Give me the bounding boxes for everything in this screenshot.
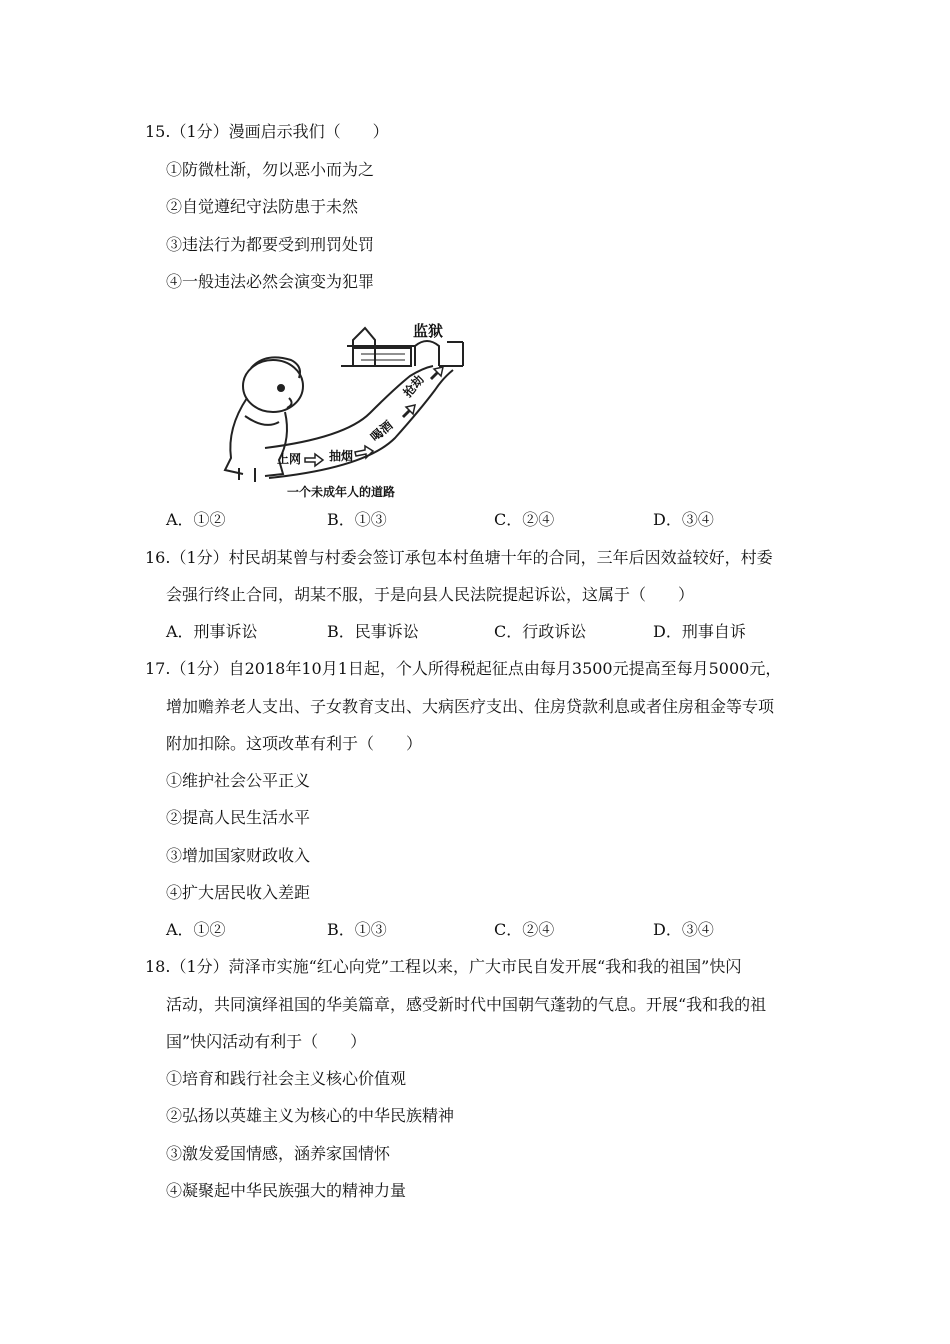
arrow-up-right-icon — [431, 367, 443, 379]
q18-item-2: ②弘扬以英雄主义为核心的中华民族精神 — [166, 1106, 455, 1125]
prison-label: 监狱 — [413, 322, 444, 340]
step-label-1: 上网 — [277, 452, 302, 466]
q18-stem-line-1: 18.（1分）菏泽市实施“红心向党”工程以来，广大市民自发开展“我和我的祖国”快闪 — [145, 957, 742, 976]
q17-item-3: ③增加国家财政收入 — [166, 846, 311, 865]
q17-stem-line-3: 附加扣除。这项改革有利于（ ） — [166, 734, 423, 753]
arrow-right-icon — [305, 454, 323, 466]
q18-stem-line-3: 国”快闪活动有利于（ ） — [166, 1032, 367, 1051]
q16-option-b[interactable]: B．民事诉讼 — [327, 622, 419, 641]
q17-stem-line-1: 17.（1分）自2018年10月1日起，个人所得税起征点由每月3500元提高至每月5000元， — [145, 659, 782, 678]
q15-item-2: ②自觉遵纪守法防患于未然 — [166, 197, 359, 216]
prison-building-icon — [341, 328, 463, 366]
q18-item-1: ①培育和践行社会主义核心价值观 — [166, 1069, 407, 1088]
q16-stem-line-2: 会强行终止合同，胡某不服，于是向县人民法院提起诉讼，这属于（ ） — [166, 585, 695, 604]
q16-option-d[interactable]: D．刑事自诉 — [653, 622, 746, 641]
q16-stem-line-1: 16.（1分）村民胡某曾与村委会签订承包本村鱼塘十年的合同，三年后因效益较好，村委 — [145, 548, 773, 567]
step-label-3: 喝酒 — [367, 418, 396, 445]
cartoon-caption: 一个未成年人的道路 — [287, 485, 396, 499]
q17-option-d[interactable]: D．③④ — [653, 920, 714, 939]
q15-item-4: ④一般违法必然会演变为犯罪 — [166, 272, 375, 291]
q15-item-3: ③违法行为都要受到刑罚处罚 — [166, 235, 375, 254]
q17-item-1: ①维护社会公平正义 — [166, 771, 311, 790]
arrow-up-right-icon — [403, 405, 415, 417]
q18-item-4: ④凝聚起中华民族强大的精神力量 — [166, 1181, 407, 1200]
q15-option-b[interactable]: B．①③ — [327, 510, 387, 529]
q15-option-c[interactable]: C．②④ — [494, 510, 555, 529]
q17-option-c[interactable]: C．②④ — [494, 920, 555, 939]
q18-stem-line-2: 活动，共同演绎祖国的华美篇章，感受新时代中国朝气蓬勃的气息。开展“我和我的祖 — [166, 995, 767, 1014]
q18-item-3: ③激发爱国情感，涵养家国情怀 — [166, 1144, 391, 1163]
q16-option-c[interactable]: C．行政诉讼 — [494, 622, 587, 641]
q17-option-b[interactable]: B．①③ — [327, 920, 387, 939]
q17-stem-line-2: 增加赡养老人支出、子女教育支出、大病医疗支出、住房贷款利息或者住房租金等专项 — [166, 697, 775, 716]
step-label-4: 抢劫 — [400, 372, 427, 400]
q17-item-2: ②提高人民生活水平 — [166, 808, 311, 827]
q15-item-1: ①防微杜渐，勿以恶小而为之 — [166, 160, 375, 179]
q15-option-a[interactable]: A．①② — [166, 510, 226, 529]
arrow-right-icon — [355, 446, 373, 458]
q17-item-4: ④扩大居民收入差距 — [166, 883, 311, 902]
q16-option-a[interactable]: A．刑事诉讼 — [166, 622, 258, 641]
q15-option-d[interactable]: D．③④ — [653, 510, 714, 529]
q15-cartoon-illustration — [195, 318, 475, 500]
q15-stem: 15.（1分）漫画启示我们（ ） — [145, 122, 389, 141]
step-label-2: 抽烟 — [329, 449, 354, 463]
q17-option-a[interactable]: A．①② — [166, 920, 226, 939]
